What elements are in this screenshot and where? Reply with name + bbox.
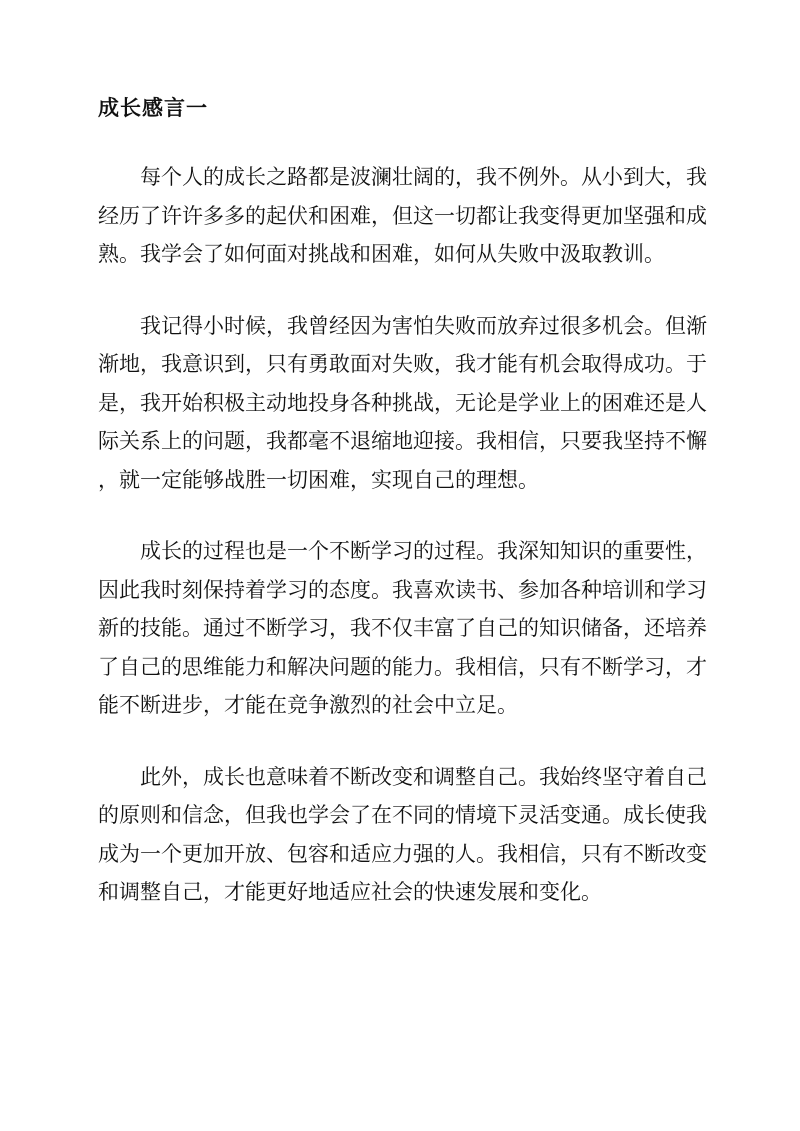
paragraph-3	[98, 532, 707, 725]
paragraph-line: 际关系上的问题，我都毫不退缩地迎接。我相信，只要我坚持不懈	[98, 429, 707, 453]
paragraph-line: 的原则和信念，但我也学会了在不同的情境下灵活变通。成长使我	[98, 803, 707, 827]
paragraph-line: 渐地，我意识到，只有勇敢面对失败，我才能有机会取得成功。于	[98, 352, 707, 376]
document-title: 成长感言一	[98, 95, 208, 120]
paragraph-line: ，就一定能够战胜一切困难，实现自己的理想。	[98, 467, 539, 492]
paragraph-line: 因此我时刻保持着学习的态度。我喜欢读书、参加各种培训和学习	[98, 577, 707, 602]
paragraph-line: 是，我开始积极主动地投身各种挑战，无论是学业上的困难还是人	[98, 390, 707, 415]
paragraph-1	[98, 158, 707, 274]
paragraph-line: 成为一个更加开放、包容和适应力强的人。我相信，只有不断改变	[98, 841, 707, 866]
paragraph-line: 了自己的思维能力和解决问题的能力。我相信，只有不断学习，才	[98, 654, 707, 679]
paragraph-2	[98, 307, 707, 500]
paragraph-line: 我记得小时候，我曾经因为害怕失败而放弃过很多机会。但渐	[140, 313, 707, 338]
paragraph-line: 经历了许许多多的起伏和困难，但这一切都让我变得更加坚强和成	[98, 203, 707, 228]
paragraph-line: 新的技能。通过不断学习，我不仅丰富了自己的知识储备，还培养	[98, 616, 707, 640]
paragraph-line: 熟。我学会了如何面对挑战和困难，如何从失败中汲取教训。	[98, 242, 665, 266]
paragraph-line: 每个人的成长之路都是波澜壮阔的，我不例外。从小到大，我	[140, 165, 707, 189]
paragraph-4	[98, 758, 707, 912]
paragraph-line: 和调整自己，才能更好地适应社会的快速发展和变化。	[98, 880, 602, 904]
paragraph-line: 成长的过程也是一个不断学习的过程。我深知知识的重要性，	[140, 539, 707, 563]
paragraph-line: 此外，成长也意味着不断改变和调整自己。我始终坚守着自己	[140, 764, 707, 789]
document-body	[98, 158, 707, 945]
paragraph-line: 能不断进步，才能在竞争激烈的社会中立足。	[98, 693, 518, 717]
